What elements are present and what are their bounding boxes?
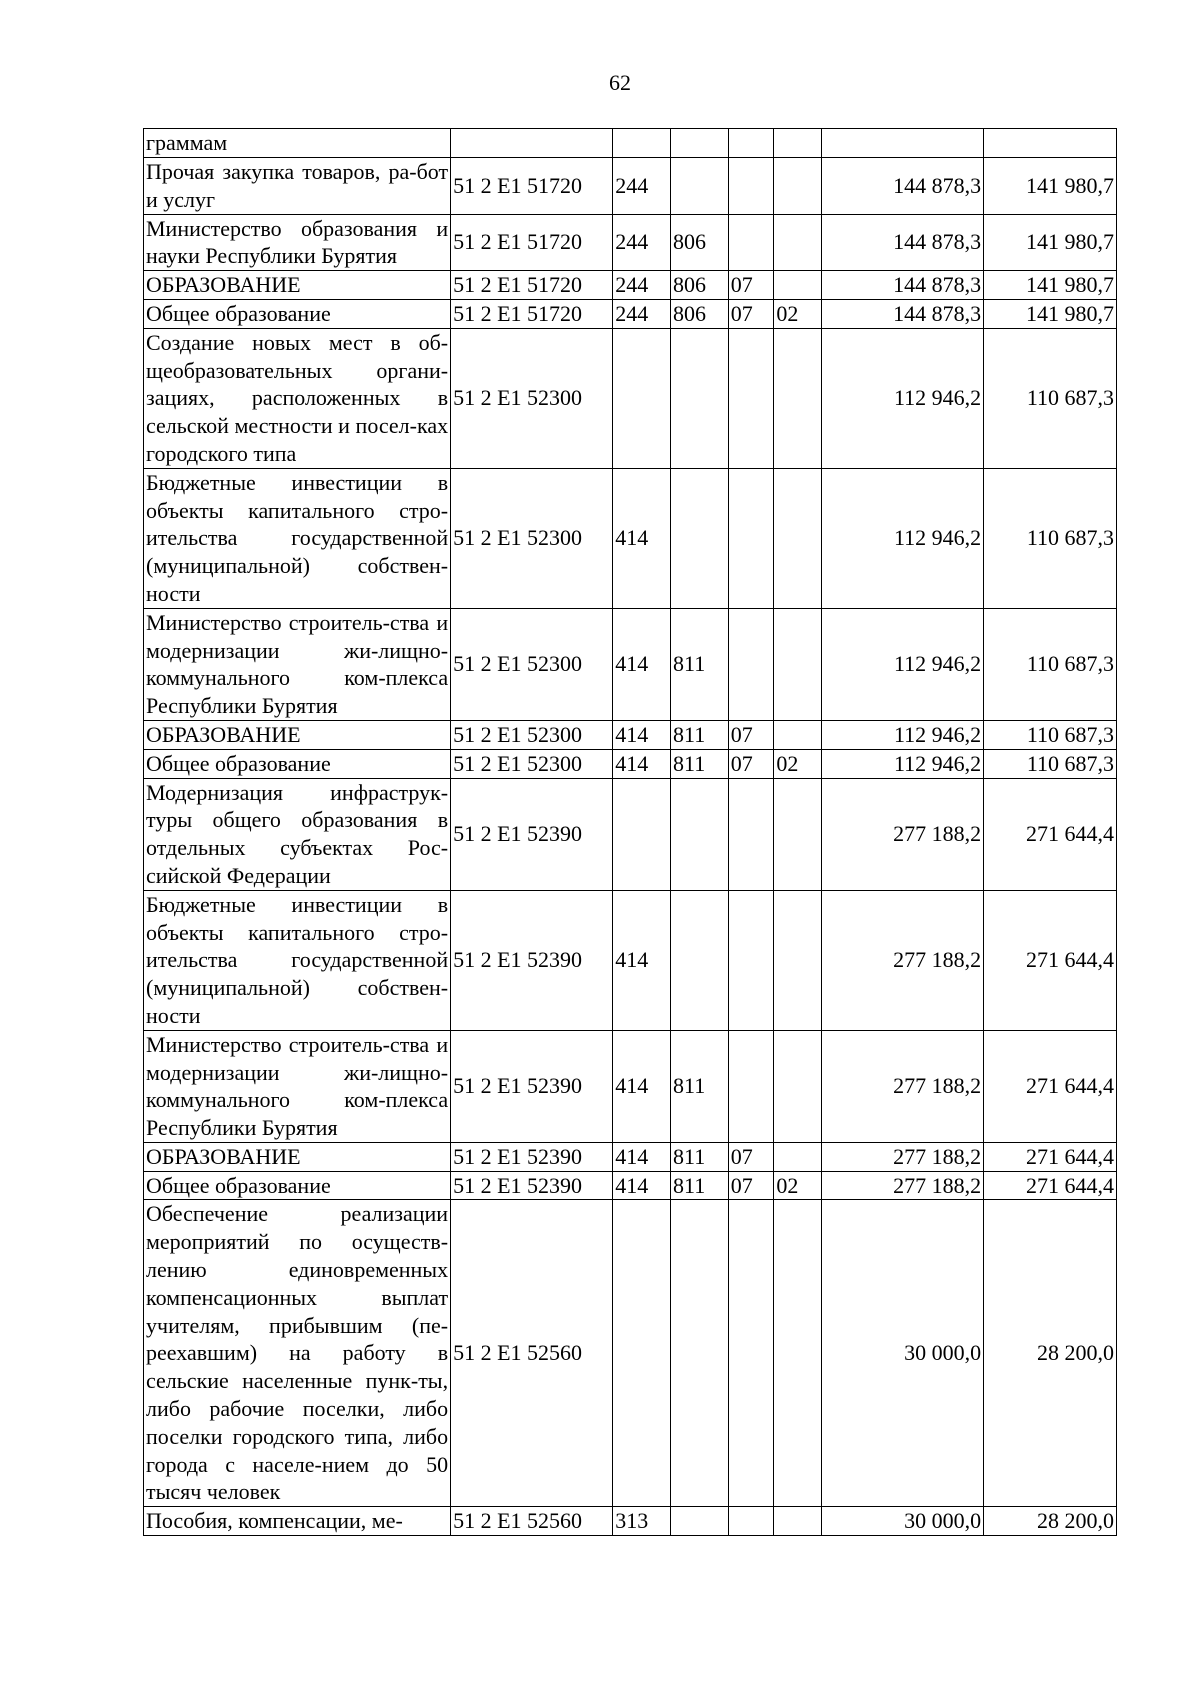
table-row (144, 1507, 1117, 1536)
item-name-cell: Создание новых мест в об-щеобразовательных органи-зациях, расположенных в сельской местности и посел-ках городского типа (144, 328, 451, 468)
section-code-cell (728, 890, 774, 1030)
ministry-code-cell: 811 (671, 749, 729, 778)
item-name-cell: граммам (144, 129, 451, 158)
expense-type-code-cell (613, 328, 671, 468)
subsection-code-cell (774, 608, 822, 720)
subsection-code-cell (774, 158, 822, 215)
subsection-code-cell (774, 1142, 822, 1171)
table-row (144, 468, 1117, 608)
item-name-cell: ОБРАЗОВАНИЕ (144, 720, 451, 749)
subsection-code-cell (774, 129, 822, 158)
amount-executed-cell: 271 644,4 (984, 1030, 1117, 1142)
expense-type-code-cell: 414 (613, 1030, 671, 1142)
subsection-code-cell (774, 778, 822, 890)
expense-type-code-cell: 244 (613, 299, 671, 328)
item-name-cell: ОБРАЗОВАНИЕ (144, 1142, 451, 1171)
target-article-code-cell: 51 2 E1 52300 (451, 608, 613, 720)
table-body (144, 129, 1117, 1536)
amount-approved-cell: 277 188,2 (822, 778, 984, 890)
ministry-code-cell: 811 (671, 608, 729, 720)
table-row (144, 129, 1117, 158)
table-row (144, 158, 1117, 215)
amount-executed-cell: 271 644,4 (984, 1171, 1117, 1200)
section-code-cell (728, 608, 774, 720)
item-name-cell: Министерство строитель-ства и модернизации жи-лищно-коммунального ком-плекса Республики Бурятия (144, 608, 451, 720)
item-name-cell: Обеспечение реализации мероприятий по осуществ-лению единовременных компенсационных выплат учителям, прибывшим (пе-реехавшим) на работу в сельские населенные пунк-ты, либо рабочие поселки, либо поселки городского типа, либо города с населе-нием до 50 тысяч человек (144, 1200, 451, 1507)
table-row (144, 778, 1117, 890)
subsection-code-cell (774, 214, 822, 271)
ministry-code-cell (671, 129, 729, 158)
item-name-cell: Бюджетные инвестиции в объекты капитального стро-ительства государственной (муниципальной) собствен-ности (144, 890, 451, 1030)
target-article-code-cell: 51 2 E1 52300 (451, 328, 613, 468)
amount-executed-cell: 110 687,3 (984, 468, 1117, 608)
item-name-cell: Модернизация инфраструк-туры общего образования в отдельных субъектах Рос-сийской Федерации (144, 778, 451, 890)
amount-approved-cell: 277 188,2 (822, 1171, 984, 1200)
target-article-code-cell: 51 2 E1 52300 (451, 749, 613, 778)
target-article-code-cell: 51 2 E1 52390 (451, 778, 613, 890)
amount-executed-cell: 141 980,7 (984, 158, 1117, 215)
section-code-cell (728, 1507, 774, 1536)
subsection-code-cell (774, 271, 822, 300)
expense-type-code-cell: 414 (613, 749, 671, 778)
amount-executed-cell: 141 980,7 (984, 214, 1117, 271)
table-row (144, 608, 1117, 720)
section-code-cell: 07 (728, 749, 774, 778)
amount-approved-cell: 277 188,2 (822, 1142, 984, 1171)
subsection-code-cell (774, 468, 822, 608)
expense-type-code-cell (613, 1200, 671, 1507)
table-row (144, 328, 1117, 468)
amount-approved-cell: 30 000,0 (822, 1200, 984, 1507)
amount-executed-cell: 271 644,4 (984, 778, 1117, 890)
amount-approved-cell: 144 878,3 (822, 299, 984, 328)
ministry-code-cell: 811 (671, 720, 729, 749)
section-code-cell (728, 158, 774, 215)
ministry-code-cell (671, 1200, 729, 1507)
expense-type-code-cell (613, 129, 671, 158)
target-article-code-cell: 51 2 E1 52390 (451, 1030, 613, 1142)
amount-executed-cell: 271 644,4 (984, 890, 1117, 1030)
section-code-cell (728, 214, 774, 271)
amount-approved-cell: 144 878,3 (822, 271, 984, 300)
section-code-cell (728, 468, 774, 608)
amount-executed-cell: 110 687,3 (984, 720, 1117, 749)
ministry-code-cell: 806 (671, 299, 729, 328)
table-row (144, 890, 1117, 1030)
table-row (144, 1030, 1117, 1142)
section-code-cell: 07 (728, 1142, 774, 1171)
expense-type-code-cell: 244 (613, 214, 671, 271)
section-code-cell (728, 1200, 774, 1507)
ministry-code-cell (671, 328, 729, 468)
target-article-code-cell: 51 2 E1 52390 (451, 1142, 613, 1171)
section-code-cell: 07 (728, 299, 774, 328)
target-article-code-cell: 51 2 E1 51720 (451, 158, 613, 215)
amount-approved-cell: 144 878,3 (822, 158, 984, 215)
table-row (144, 299, 1117, 328)
budget-table (143, 128, 1117, 1536)
item-name-cell: Прочая закупка товаров, ра-бот и услуг (144, 158, 451, 215)
item-name-cell: ОБРАЗОВАНИЕ (144, 271, 451, 300)
expense-type-code-cell: 414 (613, 608, 671, 720)
item-name-cell: Бюджетные инвестиции в объекты капитального стро-ительства государственной (муниципальной) собствен-ности (144, 468, 451, 608)
ministry-code-cell: 811 (671, 1171, 729, 1200)
ministry-code-cell: 811 (671, 1030, 729, 1142)
expense-type-code-cell: 414 (613, 468, 671, 608)
item-name-cell: Пособия, компенсации, ме- (144, 1507, 451, 1536)
amount-approved-cell (822, 129, 984, 158)
section-code-cell: 07 (728, 1171, 774, 1200)
amount-executed-cell: 28 200,0 (984, 1200, 1117, 1507)
table-row (144, 749, 1117, 778)
target-article-code-cell: 51 2 E1 52560 (451, 1200, 613, 1507)
target-article-code-cell: 51 2 E1 52300 (451, 468, 613, 608)
section-code-cell: 07 (728, 720, 774, 749)
expense-type-code-cell (613, 778, 671, 890)
amount-executed-cell: 110 687,3 (984, 328, 1117, 468)
section-code-cell (728, 1030, 774, 1142)
item-name-cell: Министерство строитель-ства и модернизации жи-лищно-коммунального ком-плекса Республики Бурятия (144, 1030, 451, 1142)
ministry-code-cell (671, 468, 729, 608)
target-article-code-cell: 51 2 E1 51720 (451, 299, 613, 328)
ministry-code-cell: 806 (671, 214, 729, 271)
amount-executed-cell: 110 687,3 (984, 749, 1117, 778)
item-name-cell: Общее образование (144, 749, 451, 778)
amount-approved-cell: 112 946,2 (822, 720, 984, 749)
amount-executed-cell: 110 687,3 (984, 608, 1117, 720)
subsection-code-cell: 02 (774, 749, 822, 778)
amount-approved-cell: 277 188,2 (822, 890, 984, 1030)
ministry-code-cell (671, 1507, 729, 1536)
table-row (144, 1142, 1117, 1171)
expense-type-code-cell: 414 (613, 1142, 671, 1171)
target-article-code-cell: 51 2 E1 52300 (451, 720, 613, 749)
amount-executed-cell: 141 980,7 (984, 299, 1117, 328)
amount-executed-cell: 28 200,0 (984, 1507, 1117, 1536)
item-name-cell: Общее образование (144, 1171, 451, 1200)
table-row (144, 1171, 1117, 1200)
expense-type-code-cell: 244 (613, 271, 671, 300)
table-row (144, 1200, 1117, 1507)
amount-approved-cell: 30 000,0 (822, 1507, 984, 1536)
section-code-cell: 07 (728, 271, 774, 300)
amount-approved-cell: 112 946,2 (822, 749, 984, 778)
amount-executed-cell (984, 129, 1117, 158)
subsection-code-cell (774, 328, 822, 468)
table-row (144, 214, 1117, 271)
expense-type-code-cell: 414 (613, 890, 671, 1030)
ministry-code-cell (671, 890, 729, 1030)
target-article-code-cell: 51 2 E1 51720 (451, 271, 613, 300)
item-name-cell: Министерство образования и науки Республики Бурятия (144, 214, 451, 271)
expense-type-code-cell: 414 (613, 1171, 671, 1200)
ministry-code-cell: 811 (671, 1142, 729, 1171)
ministry-code-cell (671, 778, 729, 890)
ministry-code-cell: 806 (671, 271, 729, 300)
table-row (144, 720, 1117, 749)
amount-executed-cell: 141 980,7 (984, 271, 1117, 300)
subsection-code-cell (774, 1200, 822, 1507)
table-row (144, 271, 1117, 300)
target-article-code-cell: 51 2 E1 52390 (451, 1171, 613, 1200)
subsection-code-cell (774, 890, 822, 1030)
target-article-code-cell (451, 129, 613, 158)
target-article-code-cell: 51 2 E1 52560 (451, 1507, 613, 1536)
section-code-cell (728, 328, 774, 468)
amount-executed-cell: 271 644,4 (984, 1142, 1117, 1171)
target-article-code-cell: 51 2 E1 52390 (451, 890, 613, 1030)
amount-approved-cell: 112 946,2 (822, 468, 984, 608)
expense-type-code-cell: 313 (613, 1507, 671, 1536)
subsection-code-cell (774, 1030, 822, 1142)
amount-approved-cell: 112 946,2 (822, 608, 984, 720)
section-code-cell (728, 129, 774, 158)
subsection-code-cell: 02 (774, 299, 822, 328)
amount-approved-cell: 144 878,3 (822, 214, 984, 271)
section-code-cell (728, 778, 774, 890)
amount-approved-cell: 112 946,2 (822, 328, 984, 468)
item-name-cell: Общее образование (144, 299, 451, 328)
ministry-code-cell (671, 158, 729, 215)
expense-type-code-cell: 414 (613, 720, 671, 749)
page-number: 62 (609, 70, 631, 95)
subsection-code-cell (774, 1507, 822, 1536)
target-article-code-cell: 51 2 E1 51720 (451, 214, 613, 271)
subsection-code-cell (774, 720, 822, 749)
amount-approved-cell: 277 188,2 (822, 1030, 984, 1142)
subsection-code-cell: 02 (774, 1171, 822, 1200)
expense-type-code-cell: 244 (613, 158, 671, 215)
